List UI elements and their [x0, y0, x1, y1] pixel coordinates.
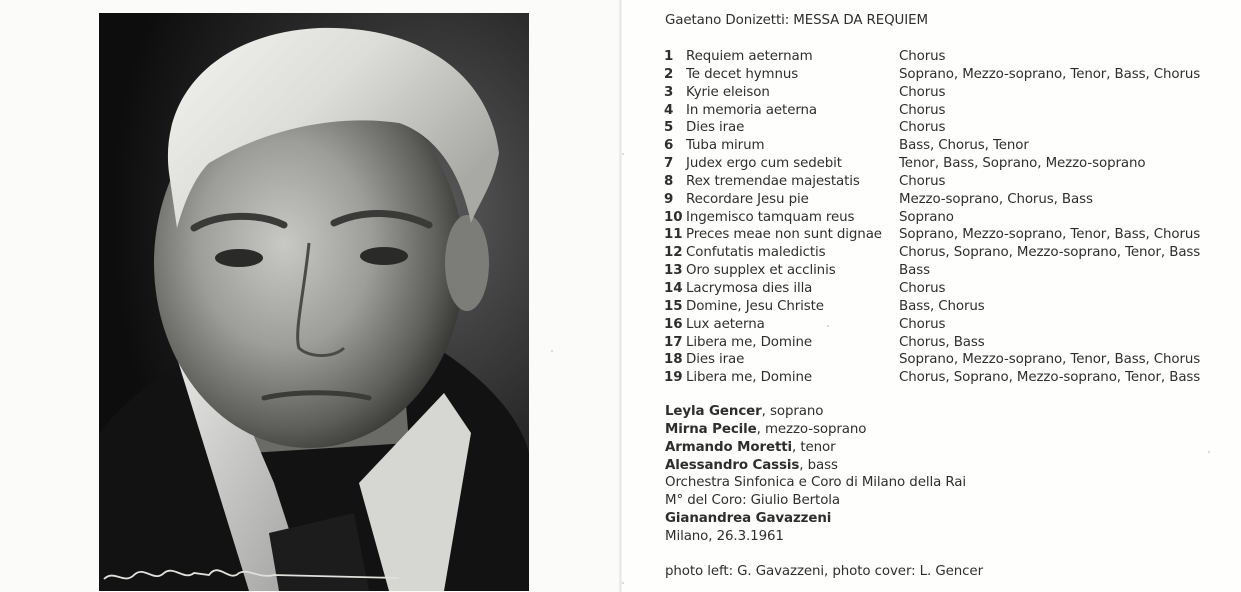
portrait-photo — [99, 13, 529, 591]
performer-credits — [665, 403, 966, 546]
chorus-master: M° del Coro: Giulio Bertola — [665, 493, 841, 509]
track-voices: Bass, Chorus — [899, 298, 985, 314]
performer-name: Leyla Gencer — [665, 404, 762, 419]
track-voices: Chorus — [899, 173, 946, 189]
conductor-name: Gianandrea Gavazzeni — [665, 511, 832, 527]
track-title: Dies irae — [686, 120, 745, 136]
track-title: Tuba mirum — [686, 138, 765, 154]
track-number: 8 — [664, 173, 674, 189]
track-number: 7 — [664, 156, 674, 172]
track-voices: Bass, Chorus, Tenor — [899, 138, 1029, 154]
track-voices: Bass — [899, 263, 930, 279]
track-title: Recordare Jesu pie — [686, 191, 809, 207]
track-voices: Tenor, Bass, Soprano, Mezzo-soprano — [899, 156, 1146, 172]
track-voices: Soprano, Mezzo-soprano, Tenor, Bass, Chorus — [899, 66, 1201, 82]
track-title: Judex ergo cum sedebit — [686, 156, 842, 172]
track-title: Rex tremendae majestatis — [686, 173, 860, 189]
track-voices: Chorus — [899, 102, 946, 118]
track-title: Domine, Jesu Christe — [686, 298, 824, 314]
performer-role: , soprano — [761, 404, 824, 419]
track-voices: Chorus — [899, 120, 946, 136]
track-title: Lux aeterna — [686, 316, 765, 332]
track-number: 15 — [664, 298, 683, 314]
track-number: 1 — [664, 49, 674, 64]
track-title: Preces meae non sunt dignae — [686, 227, 882, 243]
track-voices: Chorus, Bass — [899, 334, 985, 350]
paper-speck — [1208, 451, 1210, 453]
performer-role: , mezzo-soprano — [756, 421, 867, 437]
portrait-illustration — [99, 13, 529, 591]
track-voices: Chorus — [899, 84, 946, 100]
track-title: Te decet hymnus — [686, 66, 799, 82]
track-number: 10 — [664, 209, 683, 225]
album-title: Gaetano Donizetti: MESSA DA REQUIEM — [665, 13, 928, 28]
track-title: Dies irae — [686, 352, 745, 368]
performer-line — [665, 457, 966, 475]
conductor — [665, 510, 966, 528]
performer-role: , bass — [799, 457, 838, 473]
track-voices: Chorus, Soprano, Mezzo-soprano, Tenor, Bass — [899, 245, 1201, 261]
track-number: 9 — [664, 191, 674, 207]
track-title: Lacrymosa dies illa — [686, 280, 813, 296]
performer-line — [665, 439, 966, 457]
performer-name: Alessandro Cassis — [665, 457, 800, 473]
track-number: 12 — [664, 245, 683, 261]
track-title: In memoria aeterna — [686, 102, 817, 118]
orchestra: Orchestra Sinfonica e Coro di Milano della Rai — [665, 475, 966, 491]
track-number: 2 — [664, 66, 674, 82]
track-voices: Chorus — [899, 49, 946, 64]
track-voices: Soprano, Mezzo-soprano, Tenor, Bass, Chorus — [899, 352, 1201, 368]
track-title: Requiem aeternam — [686, 49, 813, 64]
track-title: Ingemisco tamquam reus — [686, 209, 855, 225]
recording-date-place: Milano, 26.3.1961 — [665, 528, 784, 544]
track-number: 3 — [664, 84, 674, 100]
track-number: 18 — [664, 352, 683, 368]
track-number: 5 — [664, 120, 674, 136]
track-number: 17 — [664, 334, 683, 350]
track-voices: Chorus — [899, 280, 946, 296]
performer-line — [665, 403, 966, 421]
performer-role: , tenor — [792, 439, 836, 455]
track-voices: Soprano — [899, 209, 954, 225]
paper-speck — [827, 325, 829, 327]
track-voices: Mezzo-soprano, Chorus, Bass — [899, 191, 1093, 207]
track-title: Oro supplex et acclinis — [686, 263, 836, 279]
track-number: 11 — [664, 227, 683, 243]
track-number: 6 — [664, 138, 674, 154]
performer-line — [665, 421, 966, 439]
photo-credit: photo left: G. Gavazzeni, photo cover: L. Gencer — [665, 564, 983, 579]
paper-speck — [551, 350, 553, 352]
track-voices: Soprano, Mezzo-soprano, Tenor, Bass, Chorus — [899, 227, 1201, 243]
track-number: 14 — [664, 280, 683, 296]
track-number: 19 — [664, 370, 683, 386]
track-number: 4 — [664, 102, 674, 118]
performer-name: Armando Moretti — [665, 439, 793, 455]
track-number: 16 — [664, 316, 683, 332]
track-title: Kyrie eleison — [686, 84, 770, 100]
track-voices: Chorus, Soprano, Mezzo-soprano, Tenor, Bass — [899, 370, 1201, 386]
track-voices: Chorus — [899, 316, 946, 332]
track-title: Libera me, Domine — [686, 334, 812, 350]
performer-name: Mirna Pecile — [665, 421, 757, 437]
track-number: 13 — [664, 263, 683, 279]
paper-speck — [622, 582, 624, 584]
track-title: Confutatis maledictis — [686, 245, 826, 261]
track-title: Libera me, Domine — [686, 370, 812, 386]
paper-speck — [622, 153, 624, 155]
